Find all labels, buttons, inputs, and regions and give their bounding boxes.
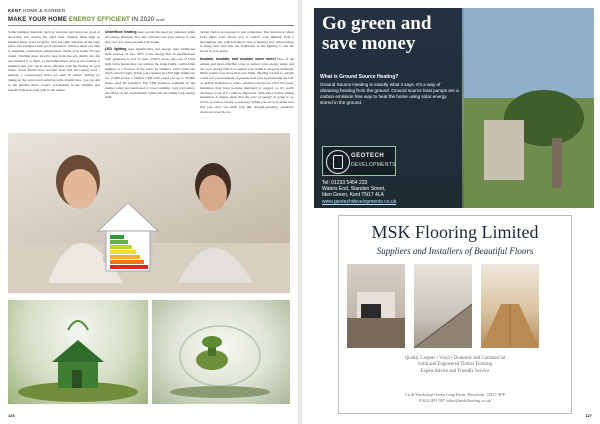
- geotech-logo-icon: [326, 150, 350, 174]
- msk-address-line-1: Croft Workshop Green Leap Farm, Headcorn, TN27 9PP: [404, 392, 506, 397]
- right-page: [302, 0, 600, 424]
- section-title-accent: ENERGY EFFICIENT: [68, 17, 131, 23]
- page-number-left: 126: [8, 413, 15, 418]
- column-2-paragraph-1: [105, 30, 195, 44]
- msk-address: [339, 392, 571, 404]
- geotech-advert: [314, 8, 594, 208]
- geotech-website-link[interactable]: www.geotechdevelopments.co.uk: [322, 198, 397, 205]
- msk-photo-stairs: [414, 264, 472, 348]
- running-head: [8, 8, 65, 13]
- running-head-brand: KENT: [8, 8, 22, 13]
- article-column-2: [105, 30, 195, 103]
- column-3-paragraph-1: design choice as opposed to just a function. The increase in smart LED lights even allows you to control your lighting from a smartphone app, which makes it easy to monitor how much energy is being used and alter the brightness of the lighting to suit the mood in your home.: [200, 30, 294, 54]
- msk-photo-timber-floor-illustration: [481, 264, 539, 348]
- geotech-tel: Tel: 01233 5454 233: [322, 180, 368, 186]
- photo-glass-piggy-bank-illustration: [152, 300, 290, 404]
- running-head-section: HOME & GARDEN: [23, 8, 66, 13]
- msk-services: [339, 356, 571, 375]
- msk-title: MSK Flooring Limited: [371, 222, 539, 242]
- geotech-logo: [322, 146, 396, 176]
- msk-address-line-2: 01622 891 937 sales@mskflooring.co.uk: [418, 398, 492, 403]
- article-column-1: [8, 30, 100, 95]
- geotech-address-1: Waters End, Standen Street,: [322, 186, 386, 193]
- photo-couple-energy-chart-illustration: [8, 133, 290, 293]
- page-number-right: 127: [585, 413, 592, 418]
- msk-service-line-2: Solid and Engineered Timber Flooring: [417, 362, 493, 368]
- insulate-text: One of the easiest and most effective ways to reduce your energy usage and cut your energy bills is to ensure your home is properly insulated. Many homes lose more than you think. Heating wasted to outside could cost you hundreds of pounds each year by insulating the loft, or adding insulation to walls, windows and doors. Over the years, insulation may have become damaged or sagged, so it's worth checking to see if it could be improved. With more homes adding insulation, it makes sense that the 'cost of energy' is going to go down, as well as saving you money. While you are at it, make sure that you carry out small jobs like draught-proofing, windows, doors and even floors.: [200, 56, 295, 114]
- underfloor-heating-text: uses overall the need for radiators while the energy efficient. Not only will this save your energy, it will also save you space around your home.: [105, 30, 196, 44]
- msk-photo-timber-floor: [481, 264, 539, 348]
- geotech-contact: [322, 180, 462, 205]
- photo-glass-piggy-bank: [152, 300, 290, 404]
- photo-couple-energy-chart: [8, 133, 290, 293]
- section-title: [8, 17, 166, 23]
- left-page: [0, 0, 298, 424]
- geotech-logo-name: GEOTECH: [351, 153, 385, 159]
- section-title-suffix: IN 2020: [131, 17, 155, 23]
- geotech-address-2: Iden Green, Kent TN17 4LA: [322, 192, 384, 199]
- photo-eco-house-illustration: [8, 300, 148, 404]
- section-title-prefix: MAKE YOUR HOME: [8, 17, 68, 23]
- msk-photo-carpet-room-illustration: [347, 264, 405, 348]
- insulate-lead: Insulate, insulate, and insulate some more!: [200, 56, 276, 61]
- column-1-text: Some building materials such as concrete and stone are good at absorbing and storing the sun's heat, making them high in thermal mass. Used properly, with the right amounts in the right place and equipped with good insulation, thermal mass can help to maintain comfortable temperatures inside your home all year round. Thermal mass absorbs heat from the sun during the day and releases it at night, so the temperature drop in the evening is minimal and you can be more efficient with the heating in your home. Stone homes have thermal mass that isn't being used – perhaps a conservatory that's not used in winter. Simply by taking up the carpet and replacing with ceramic tiles, you can add to the thermal mass, reduce overheating in the summer and benefit from free solar gain in the winter.: [8, 30, 100, 92]
- section-divider: [8, 25, 294, 26]
- column-2-paragraph-2: [105, 47, 195, 100]
- led-lighting-text: uses significantly less energy than traditional light sources. In fact, 90% of the energy that an incandescent bulb generates is lost as heat. What's more, the cost of LED light bulbs means they can achieve the same bright, comfortable lighting at a fraction of the price. In addition, LED bulbs last much, much longer. When you consider an LED light might last for 15,000 hours, a similar LED bulb could last up to 50,000 hours. And the benefits? The LED products available on the market today are developed to lower running costs and reduce the effect on the environment while still providing long lasting light.: [105, 47, 195, 100]
- geotech-body: Ground Source Heating is exactly what it says. It's a way of obtaining heating from the ground. Ground source heat pumps are a carbon emission free way to heat the home using solar energy stored in the ground.: [320, 82, 459, 105]
- underfloor-heating-lead: Underfloor heating: [105, 30, 137, 34]
- msk-service-line-3: Expert Advice and Friendly Service: [420, 368, 490, 374]
- geotech-question: What is Ground Source Heating?: [320, 74, 399, 80]
- msk-flooring-advert: [338, 215, 572, 414]
- section-title-tag: cont': [156, 17, 166, 22]
- msk-tagline: Suppliers and Installers of Beautiful Floors: [376, 246, 534, 256]
- column-3-paragraph-2: [200, 57, 294, 115]
- msk-service-line-1: Quality Carpets • Vinyl • Domestic and Commercial: [404, 356, 506, 361]
- geotech-headline: Go green and save money: [322, 13, 432, 54]
- geotech-logo-sub: DEVELOPMENTS: [351, 162, 396, 168]
- msk-photo-stairs-illustration: [414, 264, 472, 348]
- article-column-3: [200, 30, 294, 118]
- photo-eco-house: [8, 300, 148, 404]
- msk-photo-carpet-room: [347, 264, 405, 348]
- led-lighting-lead: LED lighting: [105, 47, 127, 52]
